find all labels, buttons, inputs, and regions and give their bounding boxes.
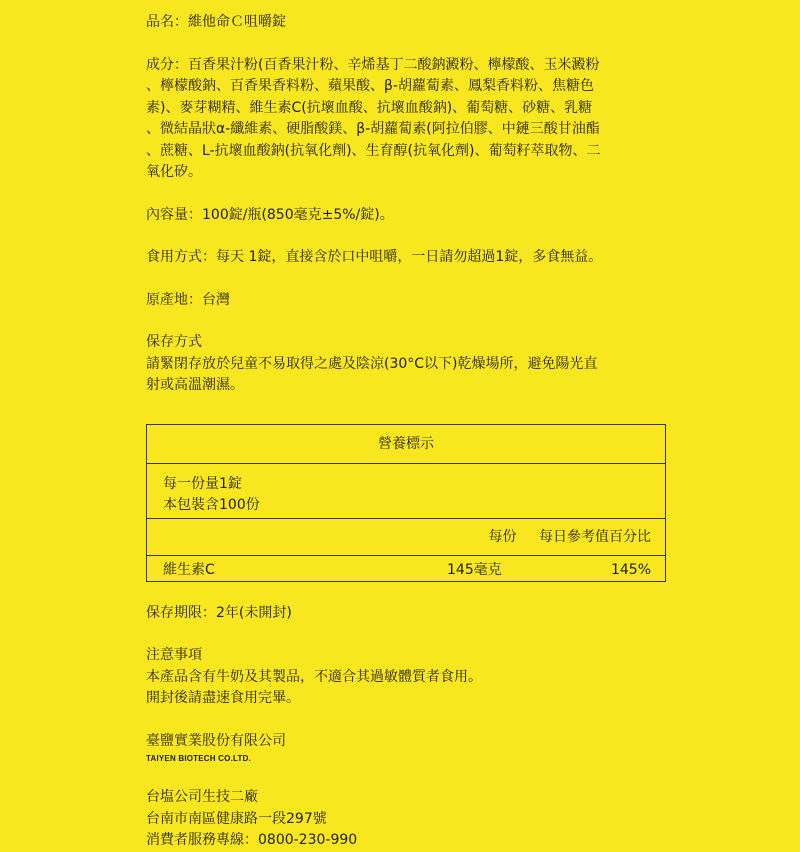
ingredients <box>146 55 666 184</box>
notes-title: 注意事項 <box>146 647 202 663</box>
col-per-serving: 每份 <box>488 528 517 545</box>
storage-line: 射或高溫潮濕。 <box>146 377 244 393</box>
serving-info <box>147 464 665 519</box>
serving-size: 每一份量1錠 <box>163 475 242 492</box>
ingredients-line: 、檸檬酸鈉、百香果香料粉、蘋果酸、β-胡蘿蔔素、鳳梨香料粉、焦糖色 <box>146 78 594 94</box>
ingredients-line: 成分：百香果汁粉(百香果汁粉、辛烯基丁二酸鈉澱粉、檸檬酸、玉米澱粉 <box>146 56 600 73</box>
nutrient-name: 維生素C <box>163 561 215 578</box>
storage-title: 保存方式 <box>146 334 202 350</box>
service-hotline: 消費者服務專線：0800-230-990 <box>146 832 358 848</box>
usage-instructions: 食用方式：每天 1錠，直接含於口中咀嚼，一日請勿超過1錠，多食無益。 <box>146 249 603 265</box>
company-name-en: TAIYEN BIOTECH CO.LTD. <box>146 754 251 763</box>
nutrition-title: 營養標示 <box>147 425 665 464</box>
col-daily-value: 每日參考值百分比 <box>539 528 651 545</box>
label-content <box>146 12 666 852</box>
factory-name: 台塩公司生技二廠 <box>146 789 258 805</box>
notes-line: 本產品含有牛奶及其製品，不適合其過敏體質者食用。 <box>146 668 482 685</box>
notes-line: 開封後請盡速食用完畢。 <box>146 690 300 706</box>
storage-line: 請緊閉存放於兒童不易取得之處及陰涼(30°C以下)乾燥場所，避免陽光直 <box>146 355 598 372</box>
origin: 原產地：台灣 <box>146 291 230 308</box>
company-name: 臺鹽實業股份有限公司 <box>146 732 286 749</box>
nutrient-row <box>147 556 665 584</box>
content-amount: 內容量：100錠/瓶(850毫克±5%/錠)。 <box>146 206 394 223</box>
ingredients-line: 氧化矽。 <box>146 164 202 180</box>
nutrient-percent: 145% <box>610 561 651 578</box>
ingredients-line: 素)、麥芽糊精、維生素C(抗壞血酸、抗壞血酸鈉)、葡萄糖、砂糖、乳糖 <box>146 99 593 116</box>
nutrition-header-row <box>147 519 665 556</box>
factory-address: 台南市南區健康路一段297號 <box>146 810 327 827</box>
servings-per-package: 本包裝含100份 <box>163 497 260 513</box>
ingredients-line: 、蔗糖、L-抗壞血酸鈉(抗氧化劑)、生育醇(抗氧化劑)、葡萄籽萃取物、二 <box>146 142 601 159</box>
ingredients-line: 、微結晶狀α-纖維素、硬脂酸鎂、β-胡蘿蔔素(阿拉伯膠、中鏈三酸甘油酯 <box>146 121 600 137</box>
product-name: 品名：維他命Ｃ咀嚼錠 <box>146 14 286 30</box>
shelf-life: 保存期限：2年(未開封) <box>146 604 292 621</box>
nutrient-amount: 145毫克 <box>447 561 502 578</box>
nutrition-table <box>146 424 666 582</box>
